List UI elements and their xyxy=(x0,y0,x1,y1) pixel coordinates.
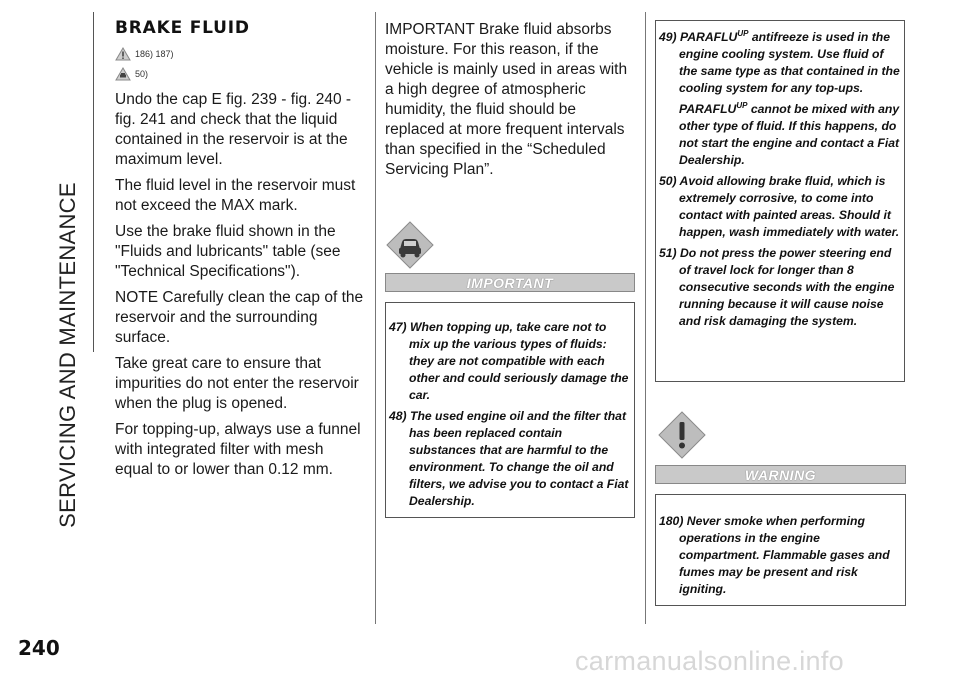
important-reference xyxy=(115,64,365,84)
important-note: 47) When topping up, take care not to mix up the various types of fluids: they are not compatible with each other and could seriously damage the car. xyxy=(389,320,629,402)
column-divider xyxy=(645,12,646,624)
important-reference-text: 50) xyxy=(135,69,149,79)
exclamation-icon xyxy=(657,410,707,460)
watermark: carmanualsonline.info xyxy=(575,646,844,676)
warning-reference xyxy=(115,44,365,64)
body-paragraph: Undo the cap E fig. 239 - fig. 240 - fig. 241 and check that the liquid contained in the reservoir is at the maximum level. xyxy=(115,91,352,168)
important-notes-box xyxy=(385,302,635,518)
body-paragraph: The fluid level in the reservoir must not exceed the MAX mark. xyxy=(115,177,356,214)
warning-reference-text: 186) 187) xyxy=(135,49,174,59)
important-note: 48) The used engine oil and the filter that has been replaced contain substances that are harmful to the environment. To change the oil and filters, we advise you to contact a Fiat Dealership. xyxy=(389,409,629,508)
important-note: 50) Avoid allowing brake fluid, which is extremely corrosive, to come into contact with painted areas. Should it happen, wash immediately with water. xyxy=(659,174,900,240)
warning-banner: WARNING xyxy=(655,465,906,484)
page-number: 240 xyxy=(18,636,60,660)
section-heading: BRAKE FLUID xyxy=(115,18,250,38)
important-notes-continued-box xyxy=(655,20,905,382)
car-care-icon xyxy=(385,220,435,270)
body-paragraph: For topping-up, always use a funnel with integrated filter with mesh equal to or lower than 0.12 mm. xyxy=(115,421,361,478)
body-paragraph: Use the brake fluid shown in the "Fluids and lubricants" table (see "Technical Specifications"). xyxy=(115,223,341,280)
important-banner: IMPORTANT xyxy=(385,273,635,292)
important-note: 49) $PARAFLU^{UP}$ antifreeze is used in the engine cooling system. Use fluid of the same type as that contained in the cooling system for any top-ups. $PARAFLU^{UP}$ cannot be mixed with any other type of fluid. If this happens, do not start the engine and contact a Fiat Dealership. xyxy=(659,29,900,168)
warning-notes-box xyxy=(655,494,906,606)
body-paragraph: Take great care to ensure that impurities do not enter the reservoir when the plug is opened. xyxy=(115,355,359,412)
important-text-block xyxy=(385,20,635,180)
column-divider xyxy=(375,12,376,624)
warning-note: 180) Never smoke when performing operations in the engine compartment. Flammable gases and fumes may be present and risk igniting. xyxy=(659,514,890,596)
sidebar-divider xyxy=(93,12,94,352)
important-note: 51) Do not press the power steering end of travel lock for longer than 8 consecutive seconds with the engine running because it will cause noise and risk damaging the system. xyxy=(659,246,895,329)
body-paragraph: NOTE Carefully clean the cap of the reservoir and the surrounding surface. xyxy=(115,289,364,346)
body-paragraph: IMPORTANT Brake fluid absorbs moisture. For this reason, if the vehicle is mainly used in areas with a high degree of atmospheric humidity, the fluid should be replaced at more frequent intervals than specified in the “Scheduled Servicing Plan”. xyxy=(385,21,628,178)
car-care-icon xyxy=(115,67,131,81)
brake-fluid-section xyxy=(115,18,365,480)
section-title-text: SERVICING AND MAINTENANCE xyxy=(55,182,80,528)
warning-triangle-icon xyxy=(115,47,131,61)
